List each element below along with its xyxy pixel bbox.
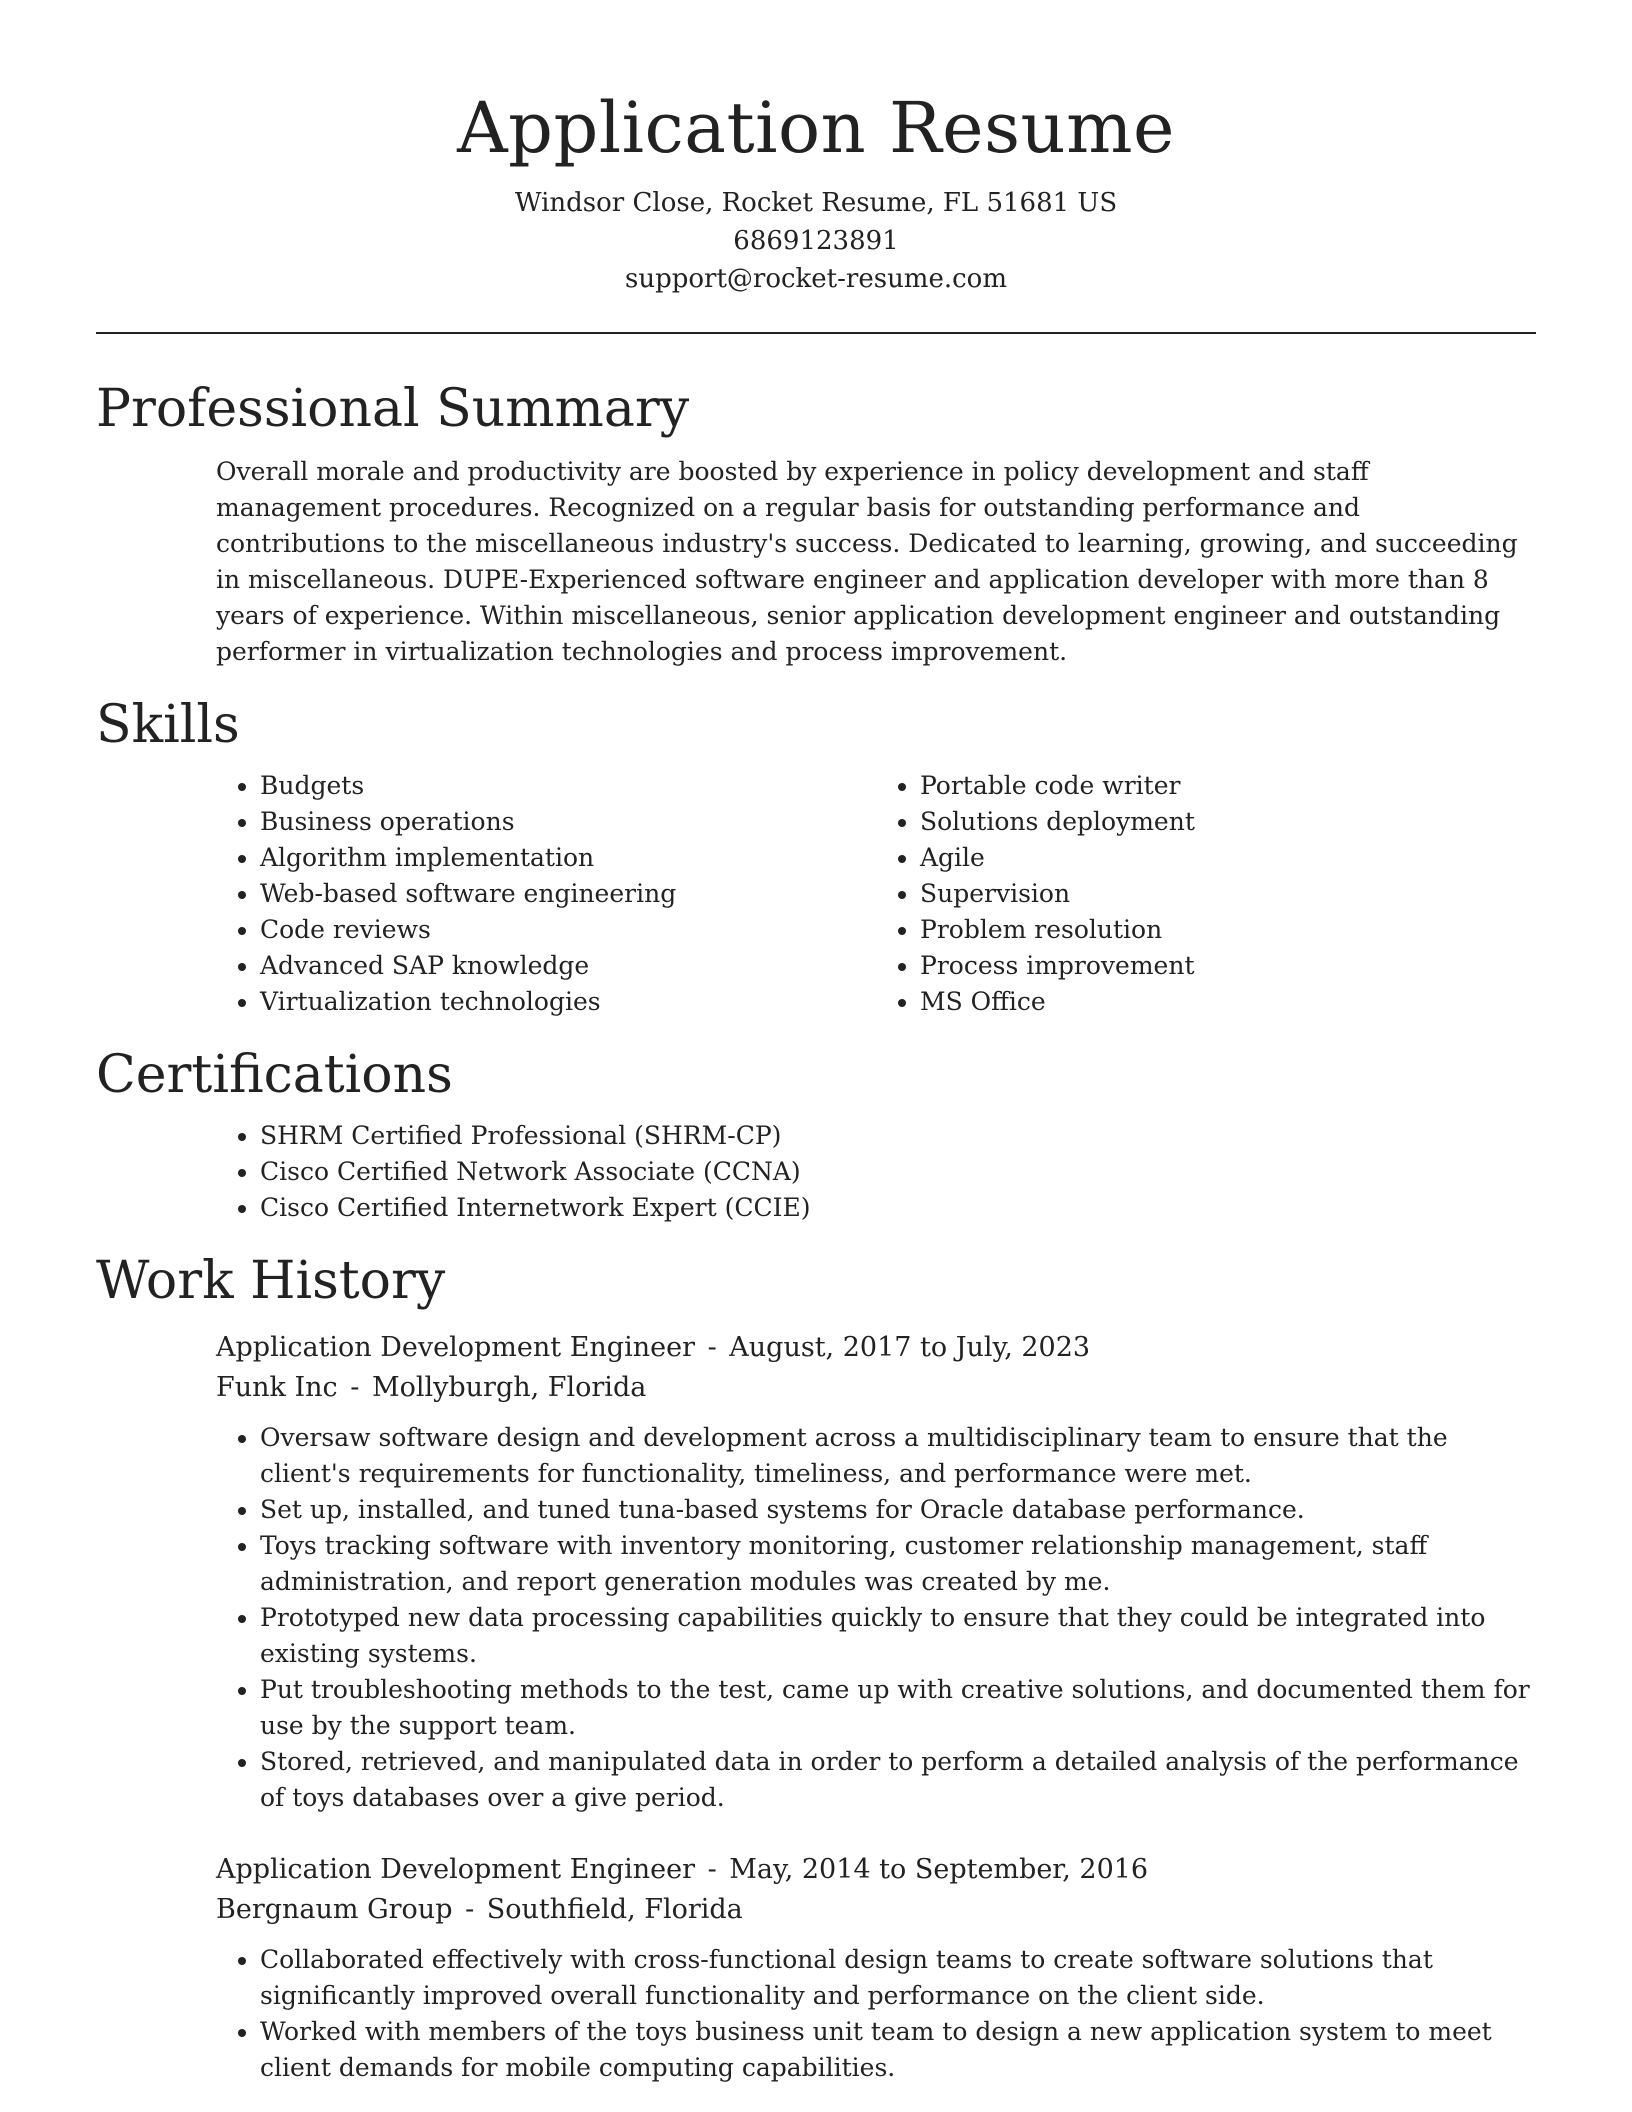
skill-item: • Budgets [260, 768, 876, 804]
skill-item: • Virtualization technologies [260, 984, 876, 1020]
job-bullet: • Stored, retrieved, and manipulated data in order to perform a detailed analysis of the performance of toys databases over a give period. [260, 1744, 1536, 1816]
skill-item: • Algorithm implementation [260, 840, 876, 876]
job-bullets [216, 1942, 1536, 2086]
skills-list-right [876, 768, 1536, 1020]
skill-item: • Process improvement [920, 948, 1536, 984]
skill-item: • Problem resolution [920, 912, 1536, 948]
certification-item: • SHRM Certified Professional (SHRM-CP) [260, 1118, 1536, 1154]
skill-item: • Agile [920, 840, 1536, 876]
email-text: support@rocket-resume.com [624, 264, 1007, 294]
job-company: Bergnaum Group [216, 1894, 453, 1925]
certifications-section [96, 1040, 1536, 1226]
summary-section [96, 374, 1536, 670]
header-divider [96, 332, 1536, 334]
summary-text: Overall morale and productivity are boosted by experience in policy development and staff management procedures. Recognized on a regular basis for outstanding performance and contributions to the miscellaneous industry's success. Dedicated to learning, growing, and succeeding in miscellaneous. DUPE-Experienced software engineer and application developer with more than 8 years of experience. Within miscellaneous, senior application development engineer and outstanding performer in virtualization technologies and process improvement. [216, 457, 1518, 666]
certifications-heading: Certifications [96, 1045, 453, 1105]
certifications-list [216, 1118, 1536, 1226]
phone-text: 6869123891 [733, 226, 899, 256]
certification-item: • Cisco Certified Network Associate (CCNA) [260, 1154, 1536, 1190]
skill-item: • Business operations [260, 804, 876, 840]
job-bullet: • Put troubleshooting methods to the test, came up with creative solutions, and documented them for use by the support team. [260, 1672, 1536, 1744]
skill-item: • Supervision [920, 876, 1536, 912]
job-entry [216, 1850, 1536, 1930]
summary-heading: Professional Summary [96, 379, 690, 439]
job-dates: May, 2014 to September, 2016 [729, 1854, 1149, 1885]
job-company: Funk Inc [216, 1372, 338, 1403]
certification-item: • Cisco Certified Internetwork Expert (CCIE) [260, 1190, 1536, 1226]
job-company-line: Funk Inc - Mollyburgh, Florida [216, 1372, 647, 1403]
skills-list-left [216, 768, 876, 1020]
job-bullet: • Set up, installed, and tuned tuna-based systems for Oracle database performance. [260, 1492, 1536, 1528]
job-bullet: • Collaborated effectively with cross-functional design teams to create software solutions that significantly improved overall functionality and performance on the client side. [260, 1942, 1536, 2014]
job-company-line: Bergnaum Group - Southfield, Florida [216, 1894, 743, 1925]
work-history-section [96, 1246, 1536, 2086]
job-location: Mollyburgh, Florida [371, 1372, 647, 1403]
contact-info [96, 184, 1536, 298]
skill-item: • Advanced SAP knowledge [260, 948, 876, 984]
job-bullet: • Prototyped new data processing capabilities quickly to ensure that they could be integrated into existing systems. [260, 1600, 1536, 1672]
page-title: Application Resume [457, 87, 1175, 169]
job-title-line: Application Development Engineer - May, 2014 to September, 2016 [216, 1854, 1149, 1885]
skills-section [96, 690, 1536, 1020]
job-bullets [216, 1420, 1536, 1816]
skills-columns [216, 768, 1536, 1020]
work-history-heading: Work History [96, 1251, 446, 1311]
address-text: Windsor Close, Rocket Resume, FL 51681 US [514, 188, 1118, 218]
resume-header [96, 0, 1536, 298]
job-role: Application Development Engineer [216, 1854, 695, 1885]
skill-item: • Code reviews [260, 912, 876, 948]
skill-item: • Web-based software engineering [260, 876, 876, 912]
job-location: Southfield, Florida [486, 1894, 743, 1925]
skill-item: • Portable code writer [920, 768, 1536, 804]
job-entry [216, 1328, 1536, 1408]
job-title-line: Application Development Engineer - August, 2017 to July, 2023 [216, 1332, 1091, 1363]
job-bullet: • Oversaw software design and development across a multidisciplinary team to ensure that the client's requirements for functionality, timeliness, and performance were met. [260, 1420, 1536, 1492]
skill-item: • Solutions deployment [920, 804, 1536, 840]
job-bullet: • Toys tracking software with inventory monitoring, customer relationship management, staff administration, and report generation modules was created by me. [260, 1528, 1536, 1600]
job-bullet: • Worked with members of the toys business unit team to design a new application system to meet client demands for mobile computing capabilities. [260, 2014, 1536, 2086]
skills-heading: Skills [96, 695, 240, 755]
skill-item: • MS Office [920, 984, 1536, 1020]
job-role: Application Development Engineer [216, 1332, 695, 1363]
job-dates: August, 2017 to July, 2023 [729, 1332, 1091, 1363]
